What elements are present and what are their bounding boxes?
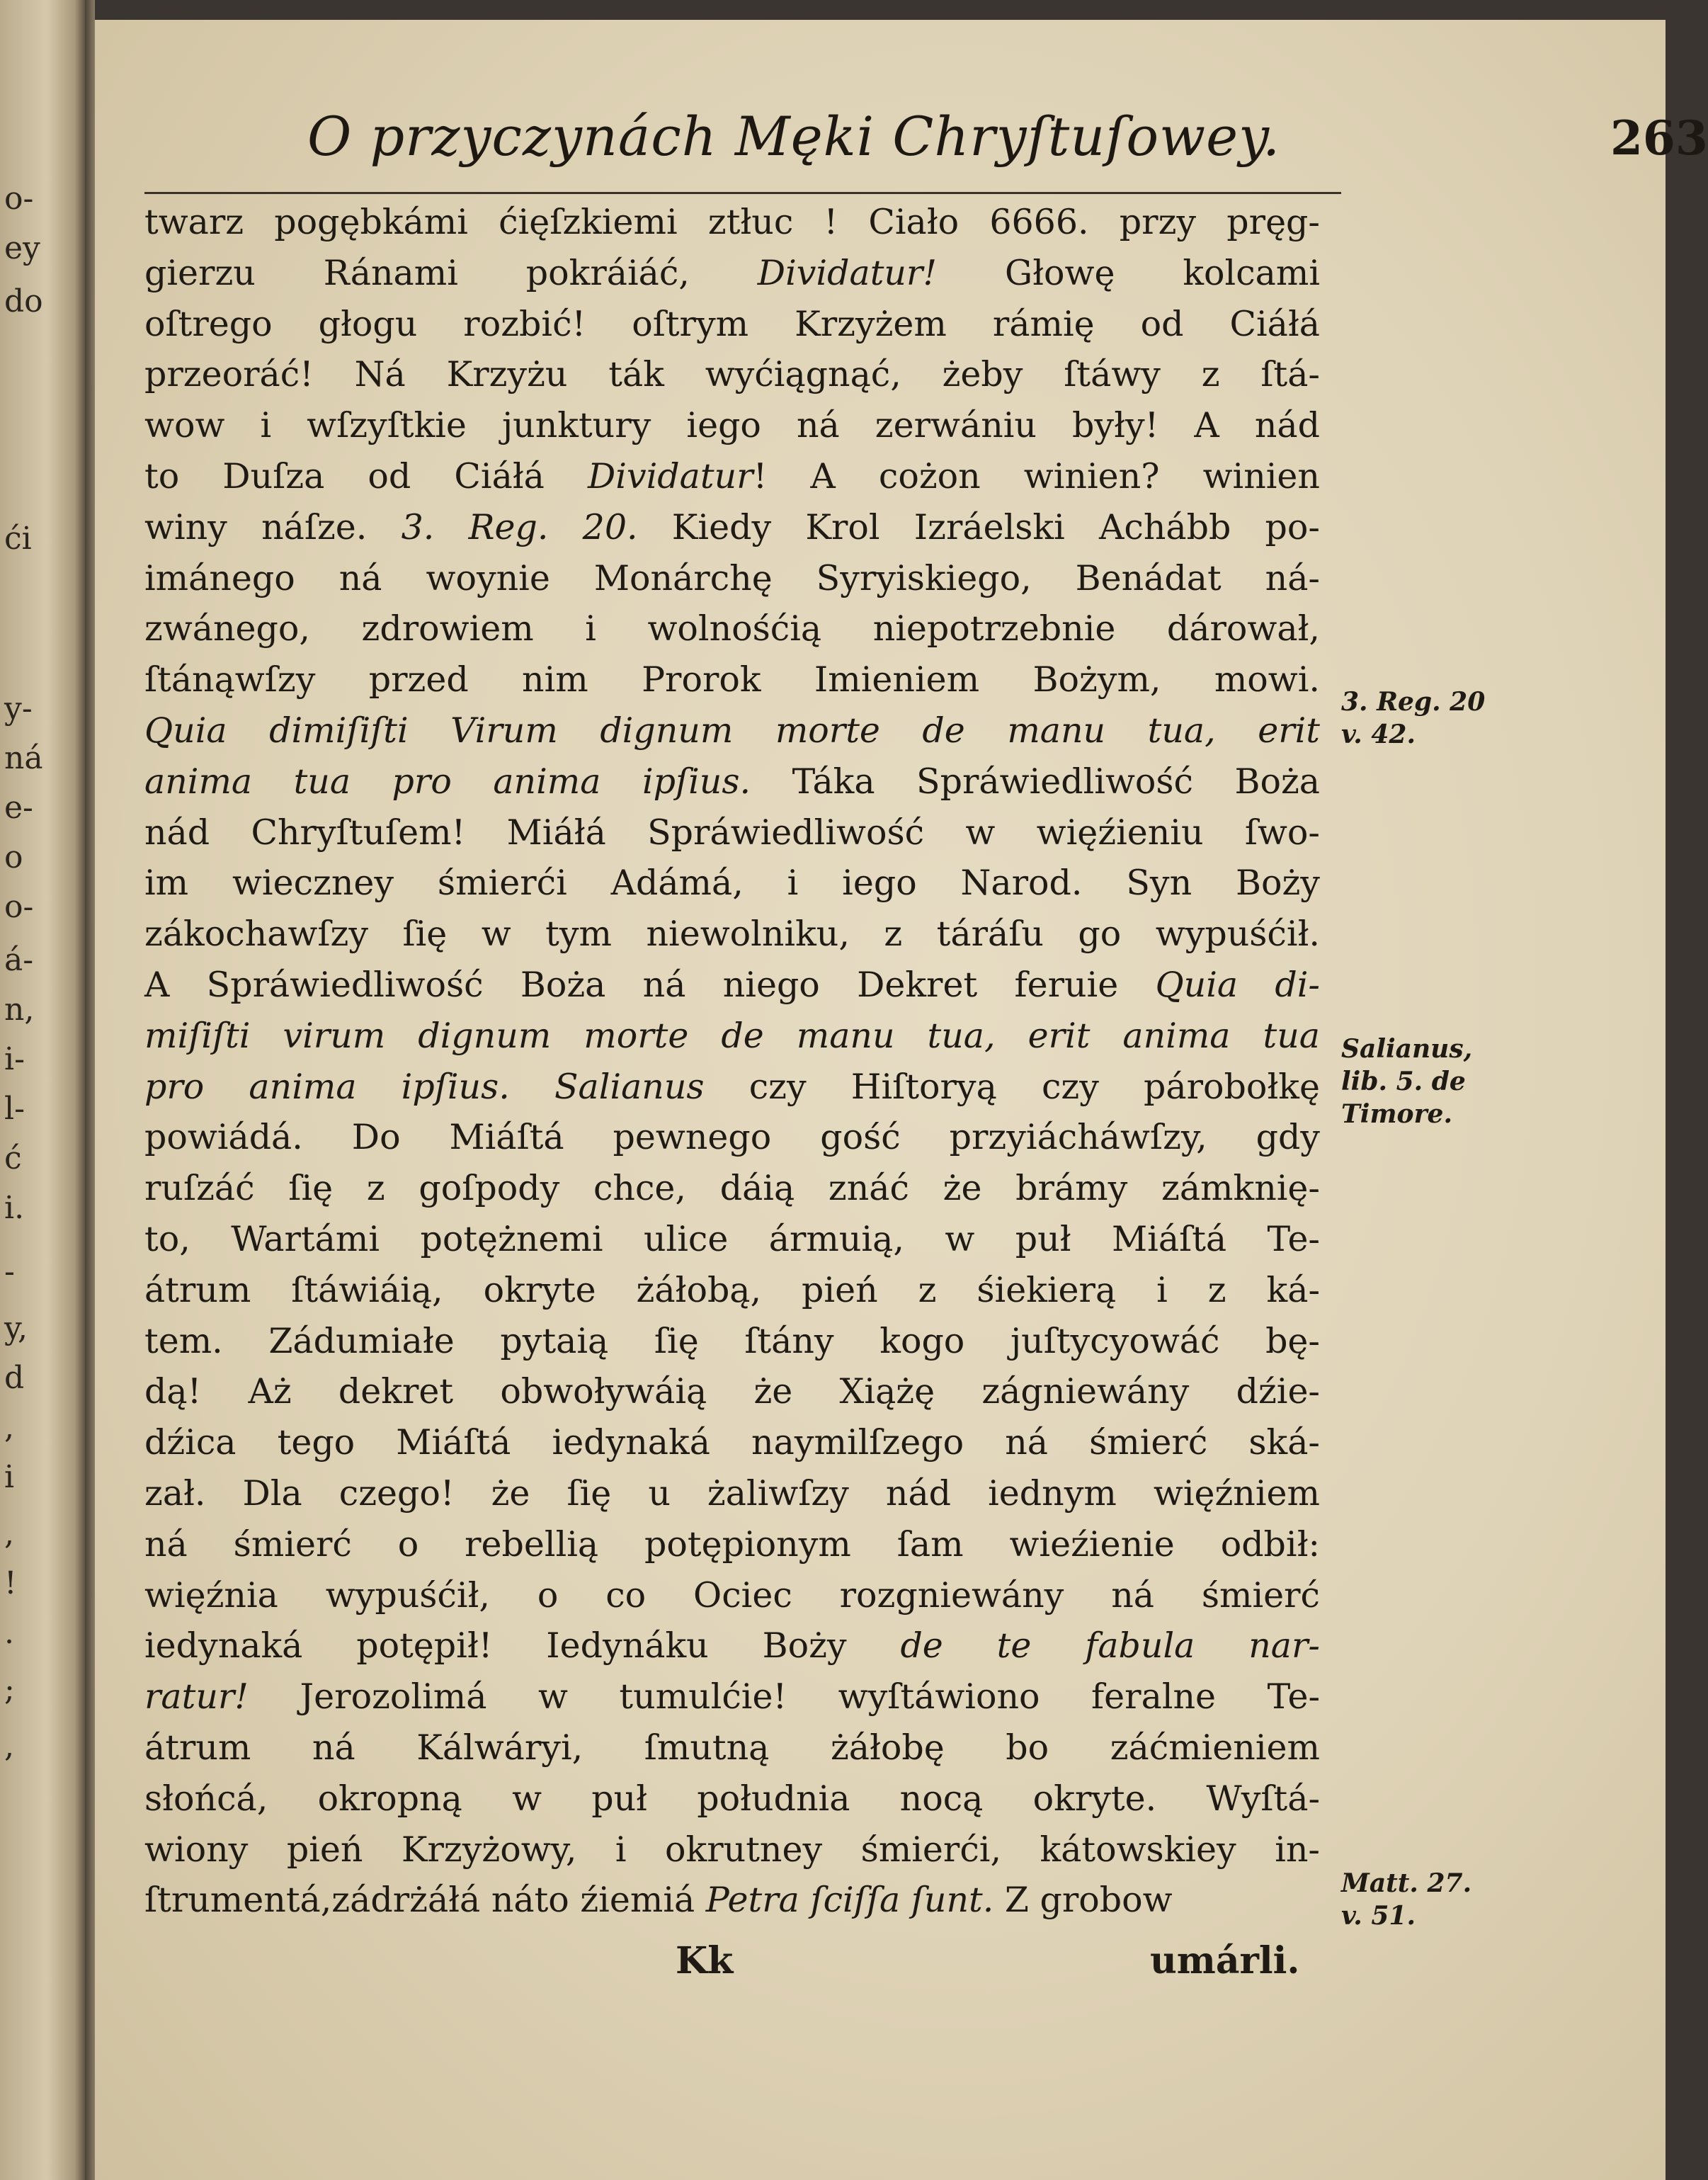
running-head (307, 105, 1708, 183)
left-page-edge (0, 0, 85, 2180)
left-page-fragment: ná (4, 740, 43, 776)
text-run: A Spráwiedliwość Boża ná niego Dekret feruie (144, 964, 1156, 1005)
left-page-fragment: , (4, 1516, 14, 1552)
text-run: wow i wſzyſtkie junktury iego ná zerwániu były! A nád (144, 405, 1320, 446)
latin-phrase: Dividatur (588, 455, 753, 496)
left-page-fragment: y- (4, 691, 33, 727)
left-page-fragment: á- (4, 942, 34, 978)
text-run: przeoráć! Ná Krzyżu ták wyćiągnąć, żeby ſtáwy z ſtá- (144, 354, 1320, 395)
left-page-fragment: n, (4, 992, 35, 1028)
text-line (144, 349, 1320, 400)
text-line (144, 705, 1320, 756)
text-line (144, 1620, 1320, 1671)
latin-phrase: Quia dimiſiſti Virum dignum morte de manu tua, erit (144, 710, 1320, 751)
text-line (144, 909, 1320, 960)
text-run: zákochawſzy ſię w tym niewolniku, z táráſu go wypuśćił. (144, 914, 1320, 955)
left-page-fragment: ći (4, 521, 32, 557)
signature-mark: Kk (676, 1939, 734, 1982)
text-line (144, 1875, 1320, 1926)
text-line (144, 400, 1320, 451)
text-line (144, 1671, 1320, 1722)
text-run: słońcá, okropną w puł południa nocą okryte. Wyſtá- (144, 1778, 1320, 1819)
text-run (510, 1067, 554, 1107)
text-run: imánego ná woynie Monárchę Syryiskiego, Benádat ná- (144, 557, 1320, 598)
text-line (144, 603, 1320, 654)
text-run: Z grobow (994, 1880, 1173, 1921)
text-run: twarz pogębkámi ćięſzkiemi ztłuc ! Ciało 6666. przy pręg- (144, 202, 1320, 242)
latin-phrase: anima tua pro anima ipſius. (144, 761, 751, 802)
left-page-fragment: ey (4, 230, 40, 266)
text-line (144, 299, 1320, 350)
text-run: ! A cożon winien? winien (753, 455, 1320, 496)
text-run: ná śmierć o rebellią potępionym ſam wieźienie odbił: (144, 1523, 1320, 1565)
text-run: átrum ná Kálwáryi, ſmutną żáłobę bo záćmieniem (144, 1727, 1320, 1768)
text-run: ſtánąwſzy przed nim Prorok Imieniem Bożym, mowi. (144, 659, 1320, 700)
header-rule (144, 192, 1341, 194)
text-run: czy Hiſtoryą czy párobołkę (704, 1066, 1320, 1107)
text-line (144, 1773, 1320, 1824)
left-page-fragment: - (4, 1254, 15, 1290)
text-run: Kiedy Krol Izráelski Achább po- (637, 506, 1320, 547)
margin-note-matt (1341, 1867, 1525, 1932)
text-line (144, 1011, 1320, 1062)
left-page-fragment: , (4, 1409, 14, 1446)
left-page-fragment: . (4, 1615, 14, 1651)
text-line (144, 1062, 1320, 1113)
text-line (144, 1163, 1320, 1214)
text-line (144, 1570, 1320, 1621)
text-run: zwánego, zdrowiem i wolnośćią niepotrzebnie dárował, (144, 608, 1320, 649)
text-run: im wieczney śmierći Adámá, i iego Narod. Syn Boży (144, 863, 1320, 904)
text-run: zał. Dla czego! że ſię u żaliwſzy nád iednym więźniem (144, 1472, 1320, 1514)
left-page-fragment: , (4, 1728, 14, 1764)
left-page-fragment: i (4, 1459, 15, 1495)
margin-note-salianus (1341, 1033, 1525, 1130)
left-page-fragment: ! (4, 1565, 17, 1601)
text-line (144, 553, 1320, 604)
margin-note-text: Salianus, lib. 5. de Timore. (1341, 1034, 1473, 1129)
text-run: iedynaká potępił! Iedynáku Boży (144, 1625, 901, 1667)
text-line (144, 1824, 1320, 1875)
left-page-fragment: l- (4, 1091, 25, 1127)
left-page-fragment: y, (4, 1310, 28, 1346)
text-run: to Duſza od Ciáłá (144, 455, 588, 496)
text-line (144, 960, 1320, 1011)
text-run: dą! Aż dekret obwoływáią że Xiążę zágniewány dźie- (144, 1371, 1320, 1412)
catchword: umárli. (1150, 1939, 1300, 1982)
margin-note-reg (1341, 686, 1525, 751)
text-line (144, 502, 1320, 553)
text-line (144, 1722, 1320, 1773)
text-run: ſtrumentá,zádrżáłá náto źiemiá (144, 1880, 706, 1921)
latin-phrase: Quia di- (1155, 964, 1320, 1005)
latin-phrase: miſiſti virum dignum morte de manu tua, erit anima tua (144, 1015, 1320, 1056)
text-run: tem. Zádumiałe pytaią ſię ſtány kogo juſtycyowáć bę- (144, 1320, 1320, 1361)
text-line (144, 1468, 1320, 1519)
left-page-fragment: i. (4, 1190, 25, 1226)
left-page-fragment: ć (4, 1140, 22, 1176)
text-run: Jerozolimá w tumulćie! wyſtáwiono feralne Te- (249, 1676, 1320, 1718)
text-line (144, 1214, 1320, 1265)
page-number: 263 (1610, 110, 1708, 166)
left-page-fragment: o- (4, 181, 34, 217)
latin-phrase: Salianus (554, 1066, 705, 1107)
text-line (144, 248, 1320, 299)
text-run: dźica tego Miáſtá iedynaká naymilſzego ná śmierć ská- (144, 1422, 1320, 1463)
left-page-fragment: i- (4, 1041, 25, 1077)
text-line (144, 654, 1320, 705)
text-run: átrum ſtáwiáią, okryte żáłobą, pień z śiekierą i z ká- (144, 1269, 1320, 1310)
text-run: oſtrego głogu rozbić! oſtrym Krzyżem rámię od Ciáłá (144, 303, 1320, 344)
running-title: O przyczynách Męki Chryſtuſowey. (307, 105, 1281, 168)
text-run: Głowę kolcami (937, 252, 1320, 293)
left-page-fragment: o (4, 839, 23, 875)
text-run: winy náſze. (144, 506, 402, 547)
margin-note-text: Matt. 27. v. 51. (1341, 1868, 1472, 1931)
text-line (144, 1112, 1320, 1163)
text-line (144, 451, 1320, 502)
text-run: powiádá. Do Miáſtá pewnego gość przyiácháwſzy, gdy (144, 1117, 1320, 1158)
left-page-fragment: e- (4, 790, 33, 826)
book-page (95, 20, 1708, 2180)
text-line (144, 807, 1320, 858)
text-line (144, 1519, 1320, 1570)
latin-phrase: Petra ſciſſa ſunt. (705, 1880, 994, 1921)
latin-phrase: ratur! (144, 1676, 249, 1718)
text-run: Táka Spráwiedliwość Boża (751, 761, 1321, 802)
latin-phrase: de te fabula nar- (900, 1625, 1320, 1667)
text-line (144, 756, 1320, 807)
text-line (144, 1366, 1320, 1417)
text-run: gierzu Ránami pokráiáć, (144, 252, 758, 293)
text-line (144, 1417, 1320, 1468)
book-gutter (85, 0, 95, 2180)
body-text (144, 197, 1320, 1926)
text-line (144, 858, 1320, 909)
latin-phrase: pro anima ipſius. (144, 1066, 510, 1107)
text-line (144, 1265, 1320, 1316)
text-run: ruſzáć ſię z goſpody chce, dáią znáć że brámy zámknię- (144, 1168, 1320, 1209)
catchword-row (144, 1939, 1320, 1989)
text-run: wiony pień Krzyżowy, i okrutney śmierći, kátowskiey in- (144, 1829, 1320, 1870)
latin-phrase: Dividatur! (757, 252, 938, 293)
left-page-fragment: d (4, 1360, 25, 1396)
left-page-fragment: ; (4, 1671, 15, 1708)
left-page-fragment: do (4, 283, 43, 319)
text-run: więźnia wypuśćił, o co Ociec rozgniewány ná śmierć (144, 1574, 1320, 1616)
margin-note-text: 3. Reg. 20 v. 42. (1341, 687, 1486, 749)
latin-phrase: 3. Reg. 20. (401, 506, 638, 547)
text-run: to, Wartámi potężnemi ulice ármuią, w puł Miáſtá Te- (144, 1218, 1320, 1259)
left-page-fragment: o- (4, 889, 34, 925)
text-run: nád Chryſtuſem! Miáłá Spráwiedliwość w więźieniu ſwo- (144, 812, 1320, 853)
text-line (144, 1316, 1320, 1367)
text-line (144, 197, 1320, 248)
